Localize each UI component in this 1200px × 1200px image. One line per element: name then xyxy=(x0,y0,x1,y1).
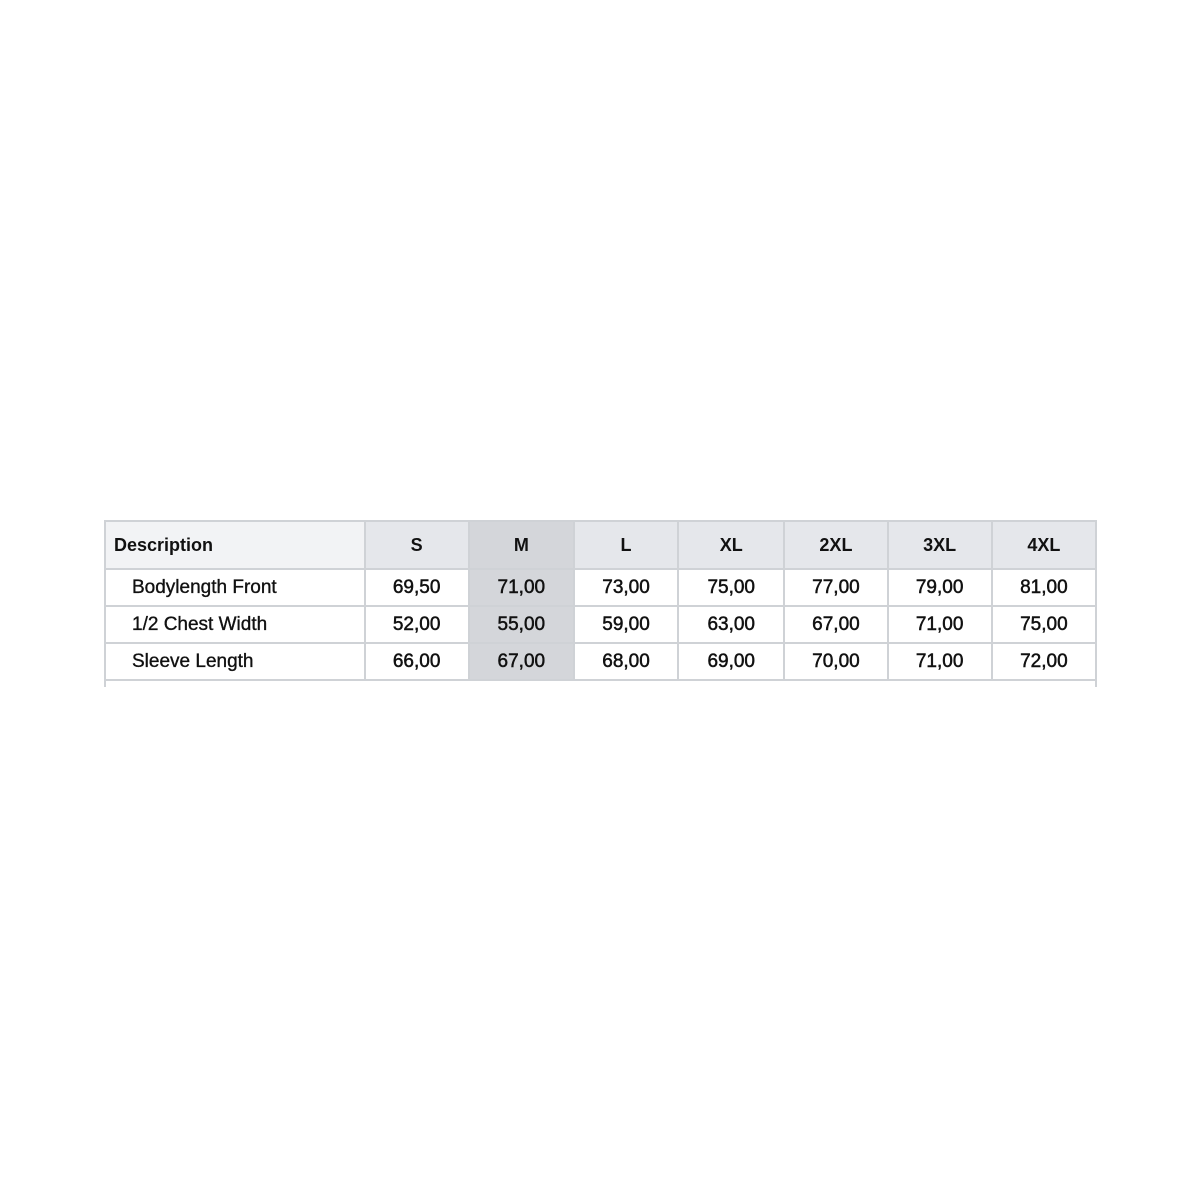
column-header-s: S xyxy=(365,521,469,569)
table-row-bodylength-front xyxy=(105,569,1096,606)
column-header-description: Description xyxy=(105,521,365,569)
column-header-4xl: 4XL xyxy=(992,521,1096,569)
table-cell: 71,00 xyxy=(888,606,992,643)
table-cell: 55,00 xyxy=(469,606,574,643)
column-header-l: L xyxy=(574,521,678,569)
table-cell: 81,00 xyxy=(992,569,1096,606)
table-cell: 63,00 xyxy=(678,606,784,643)
table-cell: 66,00 xyxy=(365,643,469,680)
row-label: Bodylength Front xyxy=(105,569,365,606)
table-cell: 72,00 xyxy=(992,643,1096,680)
table-cell: 73,00 xyxy=(574,569,678,606)
header-row xyxy=(105,521,1096,569)
table-cell: 75,00 xyxy=(678,569,784,606)
table-cell: 71,00 xyxy=(888,643,992,680)
table-cell: 52,00 xyxy=(365,606,469,643)
table-cell: 69,00 xyxy=(678,643,784,680)
table-cell: 70,00 xyxy=(784,643,887,680)
table-cell: 67,00 xyxy=(469,643,574,680)
column-header-m: M xyxy=(469,521,574,569)
table-row-chest-width xyxy=(105,606,1096,643)
table-cell: 69,50 xyxy=(365,569,469,606)
column-header-2xl: 2XL xyxy=(784,521,887,569)
table-cell: 59,00 xyxy=(574,606,678,643)
table-cell: 71,00 xyxy=(469,569,574,606)
row-label: Sleeve Length xyxy=(105,643,365,680)
table-cell: 77,00 xyxy=(784,569,887,606)
table-cell: 68,00 xyxy=(574,643,678,680)
row-label: 1/2 Chest Width xyxy=(105,606,365,643)
size-chart-table xyxy=(104,520,1097,681)
column-header-xl: XL xyxy=(678,521,784,569)
table-cell: 75,00 xyxy=(992,606,1096,643)
table-cell: 79,00 xyxy=(888,569,992,606)
table-row-sleeve-length xyxy=(105,643,1096,680)
table-bottom-edge xyxy=(104,681,1097,687)
table-cell: 67,00 xyxy=(784,606,887,643)
column-header-3xl: 3XL xyxy=(888,521,992,569)
